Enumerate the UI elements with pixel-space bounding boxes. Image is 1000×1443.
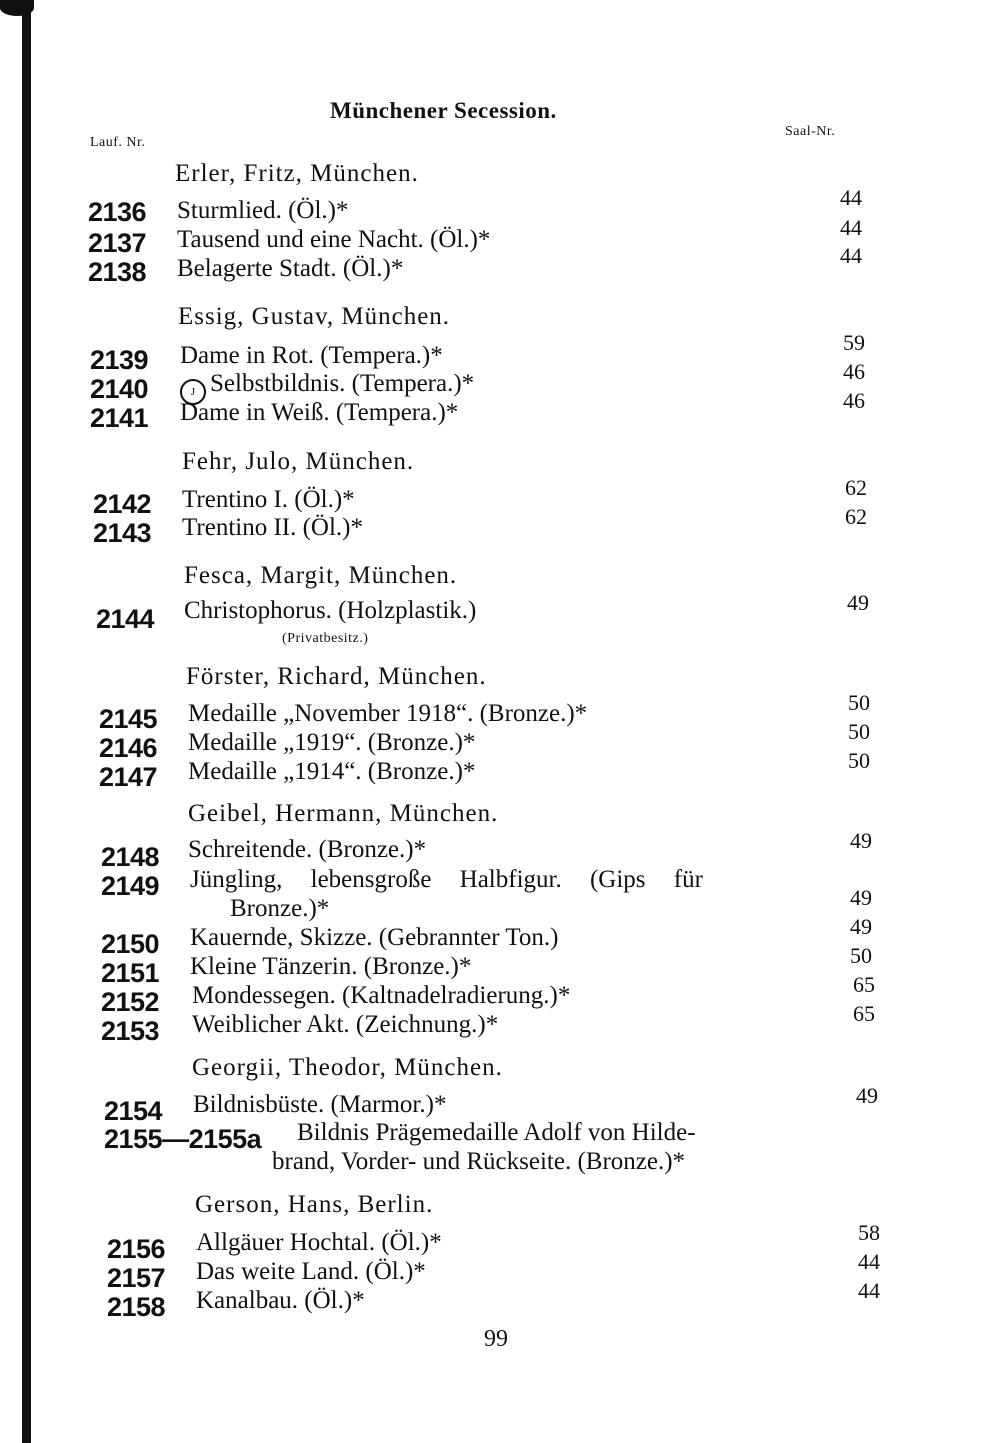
entry-title-continuation: Bronze.)* bbox=[230, 895, 330, 922]
entry-title: Kleine Tänzerin. (Bronze.)* bbox=[190, 953, 472, 980]
room-number: 44 bbox=[840, 243, 862, 268]
artist-heading: Fesca, Margit, München. bbox=[184, 562, 458, 589]
entry-number: 2139 bbox=[90, 345, 149, 375]
entry-number: 2156 bbox=[107, 1234, 166, 1264]
entry-title: Jüngling, lebensgroße Halbfigur. (Gips für bbox=[190, 866, 703, 893]
column-label-lauf-nr: Lauf. Nr. bbox=[90, 135, 146, 150]
room-number: 62 bbox=[845, 475, 867, 500]
room-number: 50 bbox=[848, 690, 870, 715]
room-number: 50 bbox=[850, 943, 872, 968]
page-header: Münchener Secession. bbox=[330, 98, 557, 123]
entry-number: 2150 bbox=[101, 929, 160, 959]
room-number: 46 bbox=[843, 359, 865, 384]
entry-number: 2148 bbox=[101, 842, 160, 872]
column-label-saal-nr: Saal-Nr. bbox=[785, 124, 836, 139]
entry-title: Kanalbau. (Öl.)* bbox=[196, 1287, 365, 1314]
artist-heading: Erler, Fritz, München. bbox=[175, 160, 419, 187]
room-number: 59 bbox=[843, 330, 865, 355]
monogram-icon: J bbox=[180, 379, 206, 405]
entry-number: 2154 bbox=[104, 1096, 163, 1126]
entry-title: Bildnisbüste. (Marmor.)* bbox=[193, 1091, 447, 1118]
room-number: 62 bbox=[845, 504, 867, 529]
entry-number: 2147 bbox=[99, 762, 158, 792]
ownership-note: (Privatbesitz.) bbox=[282, 631, 369, 646]
binding-line bbox=[22, 0, 31, 1443]
entry-number: 2136 bbox=[88, 197, 147, 227]
page-binding-edge bbox=[0, 0, 34, 1443]
artist-heading: Geibel, Hermann, München. bbox=[188, 800, 499, 827]
entry-title: Sturmlied. (Öl.)* bbox=[177, 197, 349, 224]
entry-title: Tausend und eine Nacht. (Öl.)* bbox=[177, 226, 491, 253]
room-number: 44 bbox=[840, 185, 862, 210]
entry-title: Dame in Weiß. (Tempera.)* bbox=[180, 399, 459, 426]
room-number: 50 bbox=[848, 748, 870, 773]
room-number: 49 bbox=[850, 885, 872, 910]
room-number: 44 bbox=[858, 1278, 880, 1303]
room-number: 65 bbox=[853, 1001, 875, 1026]
entry-title: Trentino II. (Öl.)* bbox=[182, 514, 364, 541]
entry-title: Trentino I. (Öl.)* bbox=[182, 486, 355, 513]
page-number: 99 bbox=[484, 1326, 508, 1352]
room-number: 49 bbox=[850, 828, 872, 853]
entry-number: 2155—2155a bbox=[104, 1124, 262, 1154]
entry-number: 2158 bbox=[107, 1292, 166, 1322]
entry-number: 2146 bbox=[99, 733, 158, 763]
entry-number: 2153 bbox=[101, 1016, 160, 1046]
entry-title: Medaille „1919“. (Bronze.)* bbox=[188, 729, 476, 756]
entry-number: 2140 bbox=[90, 374, 149, 404]
room-number: 46 bbox=[843, 388, 865, 413]
entry-title: Bildnis Prägemedaille Adolf von Hilde- bbox=[297, 1119, 696, 1146]
entry-number: 2142 bbox=[93, 489, 152, 519]
entry-title: Allgäuer Hochtal. (Öl.)* bbox=[196, 1229, 442, 1256]
artist-heading: Essig, Gustav, München. bbox=[178, 303, 451, 330]
room-number: 65 bbox=[853, 972, 875, 997]
entry-number: 2145 bbox=[99, 704, 158, 734]
entry-title: Weiblicher Akt. (Zeichnung.)* bbox=[192, 1011, 499, 1038]
artist-heading: Fehr, Julo, München. bbox=[182, 448, 415, 475]
entry-number: 2144 bbox=[96, 604, 155, 634]
entry-title: Medaille „November 1918“. (Bronze.)* bbox=[188, 700, 588, 727]
entry-title: Medaille „1914“. (Bronze.)* bbox=[188, 758, 476, 785]
entry-number: 2157 bbox=[107, 1263, 166, 1293]
entry-number: 2149 bbox=[101, 871, 160, 901]
entry-title: Christophorus. (Holzplastik.) bbox=[184, 597, 477, 624]
entry-title: Das weite Land. (Öl.)* bbox=[196, 1258, 426, 1285]
room-number: 49 bbox=[847, 590, 869, 615]
entry-title: Dame in Rot. (Tempera.)* bbox=[180, 342, 443, 369]
artist-heading: Gerson, Hans, Berlin. bbox=[195, 1191, 434, 1218]
entry-title: Selbstbildnis. (Tempera.)* bbox=[210, 370, 475, 397]
room-number: 44 bbox=[840, 215, 862, 240]
entry-number: 2138 bbox=[88, 257, 147, 287]
room-number: 58 bbox=[858, 1220, 880, 1245]
entry-number: 2141 bbox=[90, 403, 149, 433]
entry-title: Kauernde, Skizze. (Gebrannter Ton.) bbox=[190, 924, 559, 951]
entry-title: Schreitende. (Bronze.)* bbox=[188, 836, 427, 863]
entry-number: 2152 bbox=[101, 987, 160, 1017]
room-number: 50 bbox=[848, 719, 870, 744]
entry-title: Mondessegen. (Kaltnadelradierung.)* bbox=[192, 982, 571, 1009]
entry-number: 2143 bbox=[93, 518, 152, 548]
entry-title: Belagerte Stadt. (Öl.)* bbox=[177, 255, 404, 282]
artist-heading: Förster, Richard, München. bbox=[186, 663, 487, 690]
entry-number: 2137 bbox=[88, 228, 147, 258]
room-number: 44 bbox=[858, 1249, 880, 1274]
artist-heading: Georgii, Theodor, München. bbox=[192, 1054, 503, 1081]
entry-number: 2151 bbox=[101, 958, 160, 988]
room-number: 49 bbox=[856, 1083, 878, 1108]
room-number: 49 bbox=[850, 914, 872, 939]
entry-title-continuation: brand, Vorder- und Rückseite. (Bronze.)* bbox=[272, 1148, 686, 1175]
